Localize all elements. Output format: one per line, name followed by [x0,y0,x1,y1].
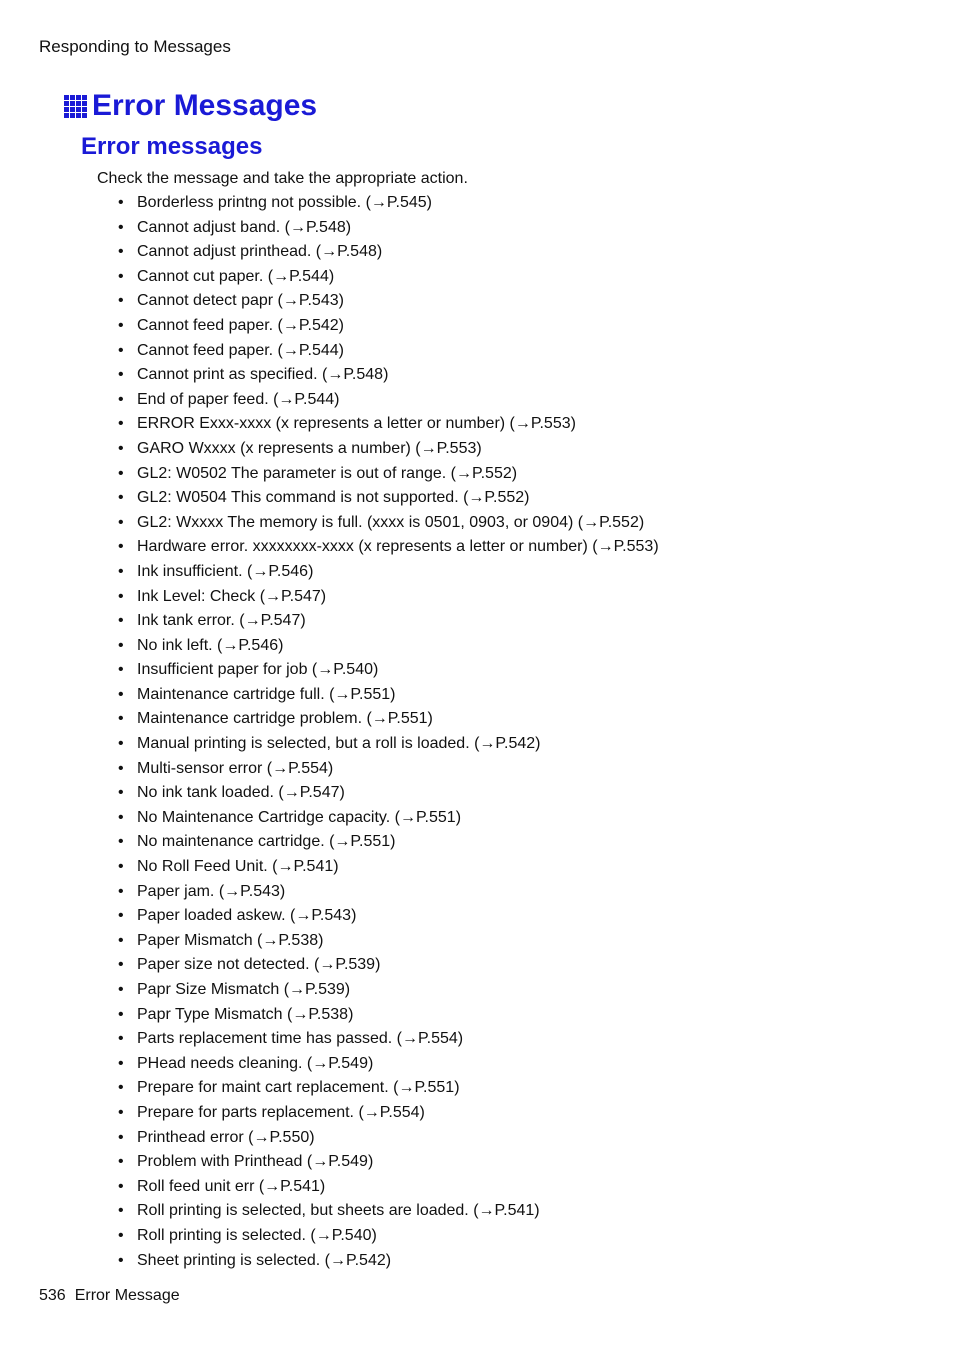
bullet-icon: • [118,833,124,851]
message-link[interactable]: Hardware error. xxxxxxxx-xxxx (x represents a letter or number) (→P.553) [137,538,659,556]
list-item [118,341,659,366]
list-item [118,906,659,931]
list-item [118,365,659,390]
bullet-icon: • [118,1103,124,1121]
message-link[interactable]: No ink left. (→P.546) [137,636,284,654]
intro-text: Check the message and take the appropriate action. [97,170,468,187]
list-item [118,1201,659,1226]
bullet-icon: • [118,587,124,605]
message-link[interactable]: Cannot feed paper. (→P.542) [137,316,344,334]
message-link[interactable]: Roll printing is selected. (→P.540) [137,1226,377,1244]
list-item [118,193,659,218]
bullet-icon: • [118,907,124,925]
bullet-icon: • [118,1005,124,1023]
bullet-icon: • [118,882,124,900]
bullet-icon: • [118,1202,124,1220]
list-item [118,1103,659,1128]
message-link[interactable]: End of paper feed. (→P.544) [137,390,340,408]
message-link[interactable]: ERROR Exxx-xxxx (x represents a letter or number) (→P.553) [137,415,576,433]
message-link[interactable]: Multi-sensor error (→P.554) [137,759,334,777]
message-link[interactable]: GL2: W0502 The parameter is out of range. (→P.552) [137,464,518,482]
list-item [118,242,659,267]
list-item [118,1152,659,1177]
message-link[interactable]: Cannot feed paper. (→P.544) [137,341,344,359]
message-link[interactable]: Cannot detect papr (→P.543) [137,292,344,310]
bullet-icon: • [118,489,124,507]
bullet-icon: • [118,1226,124,1244]
title-row [64,88,317,124]
bullet-icon: • [118,562,124,580]
message-link[interactable]: Paper jam. (→P.543) [137,882,286,900]
list-item [118,611,659,636]
message-link[interactable]: Cannot adjust band. (→P.548) [137,218,352,236]
list-item [118,759,659,784]
page-title: Error Messages [92,89,318,122]
list-item [118,636,659,661]
bullet-icon: • [118,1054,124,1072]
list-item [118,267,659,292]
message-link[interactable]: Parts replacement time has passed. (→P.554) [137,1030,464,1048]
message-link[interactable]: Cannot adjust printhead. (→P.548) [137,243,383,261]
bullet-icon: • [118,1153,124,1171]
list-item [118,1054,659,1079]
list-item [118,734,659,759]
message-link[interactable]: GL2: Wxxxx The memory is full. (xxxx is 0501, 0903, or 0904) (→P.552) [137,513,645,531]
list-item [118,857,659,882]
bullet-icon: • [118,956,124,974]
list-item [118,464,659,489]
running-header: Responding to Messages [39,37,231,56]
message-link[interactable]: Prepare for parts replacement. (→P.554) [137,1103,425,1121]
list-item [118,955,659,980]
message-link[interactable]: Paper size not detected. (→P.539) [137,956,381,974]
grid-icon [64,95,88,119]
bullet-icon: • [118,538,124,556]
list-item [118,537,659,562]
list-item [118,1078,659,1103]
message-link[interactable]: Prepare for maint cart replacement. (→P.551) [137,1079,460,1097]
bullet-icon: • [118,784,124,802]
list-item [118,316,659,341]
list-item [118,808,659,833]
list-item [118,488,659,513]
bullet-icon: • [118,218,124,236]
message-link[interactable]: Roll printing is selected, but sheets are loaded. (→P.541) [137,1202,540,1220]
list-item [118,1251,659,1276]
page-number: 536 [39,1287,66,1304]
list-item [118,931,659,956]
message-link[interactable]: No Roll Feed Unit. (→P.541) [137,858,339,876]
message-link[interactable]: No ink tank loaded. (→P.547) [137,784,345,802]
bullet-icon: • [118,243,124,261]
message-link[interactable]: Problem with Printhead (→P.549) [137,1153,374,1171]
page-footer [39,1286,180,1306]
list-item [118,980,659,1005]
message-link[interactable]: Papr Size Mismatch (→P.539) [137,981,351,998]
message-link[interactable]: Manual printing is selected, but a roll is loaded. (→P.542) [137,735,541,753]
section-heading: Error messages [81,133,263,160]
bullet-icon: • [118,636,124,654]
bullet-icon: • [118,341,124,359]
bullet-icon: • [118,1128,124,1146]
bullet-icon: • [118,808,124,826]
message-link[interactable]: Printhead error (→P.550) [137,1128,315,1146]
message-link[interactable]: GARO Wxxxx (x represents a number) (→P.553) [137,439,482,457]
message-link[interactable]: Cannot print as specified. (→P.548) [137,366,389,384]
list-item [118,1177,659,1202]
message-link[interactable]: No Maintenance Cartridge capacity. (→P.551) [137,808,462,826]
message-link[interactable]: No maintenance cartridge. (→P.551) [137,833,396,851]
message-link[interactable]: GL2: W0504 This command is not supported. (→P.552) [137,489,530,507]
bullet-icon: • [118,612,124,630]
message-link[interactable]: Insufficient paper for job (→P.540) [137,661,379,679]
message-link[interactable]: Ink Level: Check (→P.547) [137,587,327,605]
bullet-icon: • [118,464,124,482]
message-link[interactable]: Paper loaded askew. (→P.543) [137,907,357,925]
message-link[interactable]: Borderless printng not possible. (→P.545) [137,194,432,211]
message-link[interactable]: Ink insufficient. (→P.546) [137,562,314,580]
footer-section-name: Error Message [74,1287,180,1304]
list-item [118,1005,659,1030]
bullet-icon: • [118,710,124,728]
bullet-icon: • [118,661,124,679]
message-link[interactable]: Maintenance cartridge problem. (→P.551) [137,710,433,728]
message-link[interactable]: Cannot cut paper. (→P.544) [137,267,335,285]
bullet-icon: • [118,1030,124,1048]
list-item [118,562,659,587]
bullet-icon: • [118,1251,124,1269]
list-item [118,1226,659,1251]
list-item [118,882,659,907]
bullet-icon: • [118,735,124,753]
bullet-icon: • [118,685,124,703]
bullet-icon: • [118,931,124,949]
list-item [118,587,659,612]
bullet-icon: • [118,759,124,777]
bullet-icon: • [118,366,124,384]
bullet-icon: • [118,1177,124,1195]
message-link[interactable]: Sheet printing is selected. (→P.542) [137,1251,392,1269]
message-link[interactable]: Ink tank error. (→P.547) [137,612,306,630]
message-link[interactable]: Paper Mismatch (→P.538) [137,931,324,949]
list-item [118,439,659,464]
bullet-icon: • [118,316,124,334]
list-item [118,709,659,734]
list-item [118,390,659,415]
bullet-icon: • [118,513,124,531]
bullet-icon: • [118,390,124,408]
error-message-list [118,193,659,1275]
bullet-icon: • [118,439,124,457]
bullet-icon: • [118,194,124,211]
message-link[interactable]: Roll feed unit err (→P.541) [137,1177,326,1195]
message-link[interactable]: PHead needs cleaning. (→P.549) [137,1054,374,1072]
list-item [118,513,659,538]
bullet-icon: • [118,415,124,433]
list-item [118,414,659,439]
list-item [118,685,659,710]
bullet-icon: • [118,267,124,285]
list-item [118,832,659,857]
list-item [118,660,659,685]
message-link[interactable]: Maintenance cartridge full. (→P.551) [137,685,396,703]
message-link[interactable]: Papr Type Mismatch (→P.538) [137,1005,354,1023]
bullet-icon: • [118,981,124,998]
bullet-icon: • [118,292,124,310]
list-item [118,1128,659,1153]
list-item [118,218,659,243]
bullet-icon: • [118,858,124,876]
list-item [118,783,659,808]
list-item [118,1029,659,1054]
bullet-icon: • [118,1079,124,1097]
list-item [118,291,659,316]
